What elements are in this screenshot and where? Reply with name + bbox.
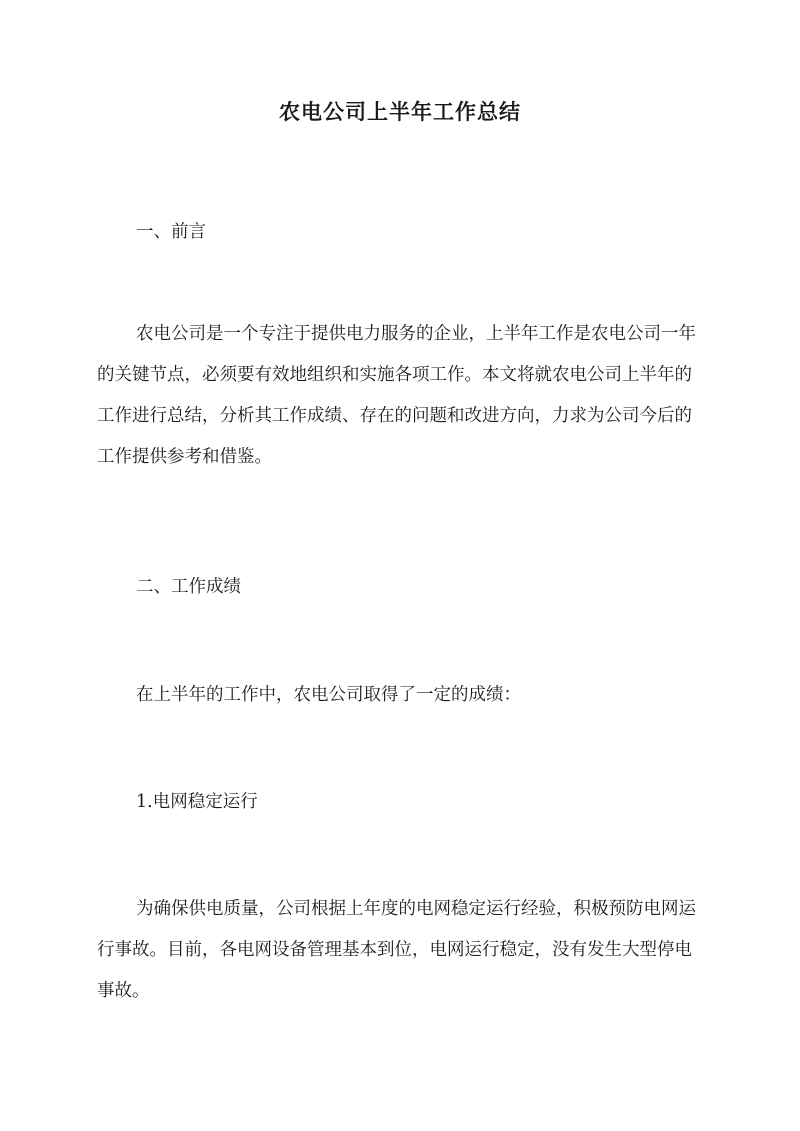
section-heading-achievements: 二、工作成绩: [136, 577, 241, 597]
section-heading-preface: 一、前言: [136, 222, 206, 242]
paragraph-preface: 农电公司是一个专注于提供电力服务的企业，上半年工作是农电公司一年的关键节点，必须要有效地组织和实施各项工作。本文将就农电公司上半年的工作进行总结，分析其工作成绩、存在的问题和改进方向，力求为公司今后的工作提供参考和借鉴。: [97, 324, 696, 467]
document-title: 农电公司上半年工作总结: [279, 99, 521, 124]
subsection-heading-grid-operation: 1.电网稳定运行: [136, 792, 258, 812]
paragraph-achievements-intro: 在上半年的工作中，农电公司取得了一定的成绩：: [136, 685, 521, 705]
paragraph-grid-operation: 为确保供电质量，公司根据上年度的电网稳定运行经验，积极预防电网运行事故。目前，各电网设备管理基本到位，电网运行稳定，没有发生大型停电事故。: [97, 899, 696, 1001]
